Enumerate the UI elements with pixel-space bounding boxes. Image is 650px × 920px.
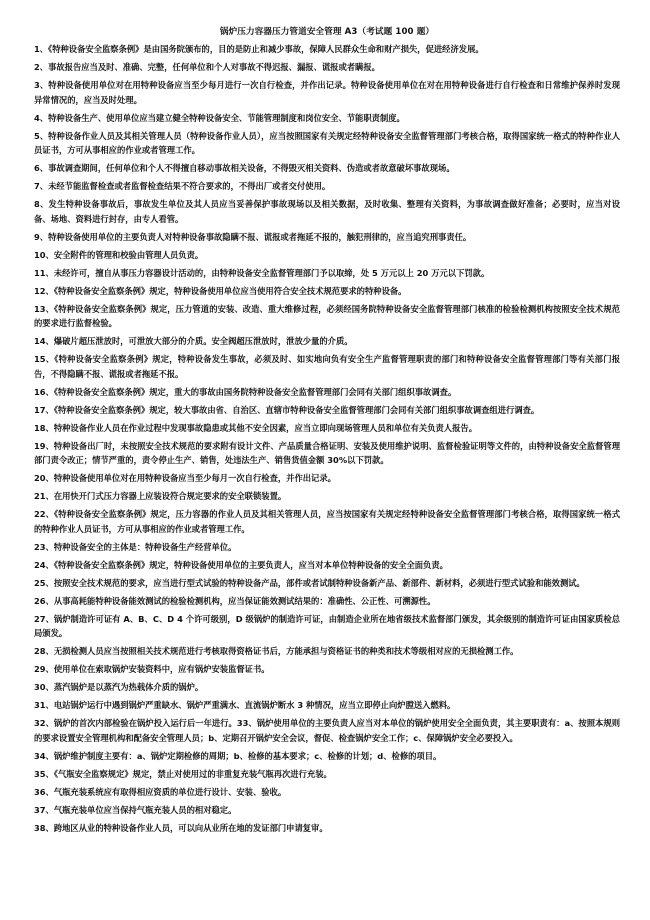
- question-list: [34, 42, 620, 835]
- question-item: 16、《特种设备安全监察条例》规定，重大的事故由国务院特种设备安全监督管理部门会同有关部门组织事故调查。: [34, 386, 457, 397]
- question-item: 34、锅炉维护制度主要有：a、锅炉定期检修的周期；b、检修的基本要求；c、检修的计划；d、检修的项目。: [34, 750, 442, 761]
- question-item: 7、未经节能监督检查或者监督检查结果不符合要求的，不得出厂或者交付使用。: [34, 181, 331, 192]
- question-item: 37、气瓶充装单位应当保持气瓶充装人员的相对稳定。: [34, 804, 237, 815]
- question-item: 10、安全附件的管理和校验由管理人员负责。: [34, 249, 204, 260]
- question-item: 12、《特种设备安全监察条例》规定，特种设备使用单位应当使用符合安全技术规范要求的特种设备。: [34, 285, 407, 296]
- question-item: 4、特种设备生产、使用单位应当建立健全特种设备安全、节能管理制度和岗位安全、节能职责制度。: [34, 112, 405, 123]
- question-item: 32、锅炉的首次内部检验在锅炉投入运行后一年进行。33、锅炉使用单位的主要负责人应当对本单位的锅炉使用安全全面负责，其主要职责有：a、按照本规则的要求设置安全管理机构和配备安全管理人员；b、定期召开锅炉安全会议，督促、检查锅炉安全工作；c、保障锅炉安全必要投入。: [34, 718, 620, 743]
- question-item: 17、《特种设备安全监察条例》规定，较大事故由省、自治区、直辖市特种设备安全监督管理部门会同有关部门组织事故调查组进行调查。: [34, 404, 540, 415]
- question-item: 11、未经许可，擅自从事压力容器设计活动的，由特种设备安全监督管理部门予以取缔，处 5 万元以上 20 万元以下罚款。: [34, 267, 490, 278]
- question-item: 2、事故报告应当及时、准确、完整，任何单位和个人对事故不得迟报、漏报、谎报或者瞒报。: [34, 61, 380, 72]
- question-item: 8、发生特种设备事故后，事故发生单位及其人员应当妥善保护事故现场以及相关数据，及时收集、整理有关资料，为事故调查做好准备；必要时，应当对设备、场地、资料进行封存，由专人看管。: [34, 199, 620, 224]
- question-item: 18、特种设备作业人员在作业过程中发现事故隐患或其他不安全因素，应当立即向现场管理人员和单位有关负责人报告。: [34, 422, 477, 433]
- question-item: 35、《气瓶安全监察规定》规定，禁止对使用过的非重复充装气瓶再次进行充装。: [34, 768, 332, 779]
- question-item: 36、气瓶充装系统应有取得相应资质的单位进行设计、安装、验收。: [34, 786, 287, 797]
- question-item: 26、从事高耗能特种设备能效测试的检验检测机构，应当保证能效测试结果的：准确性、公正性、可溯源性。: [34, 595, 436, 606]
- question-item: 20、特种设备使用单位对在用特种设备应当至少每月一次自行检查，并作出记录。: [34, 473, 336, 484]
- question-item: 27、锅炉制造许可证有 A、B、C、D 4 个许可级别，D 级锅炉的制造许可证，由制造企业所在地省级技术监督部门颁发，其余级别的制造许可证由国家质检总局颁发。: [34, 613, 620, 639]
- question-item: 28、无损检测人员应当按照相关技术规范进行考核取得资格证书后，方能承担与资格证书的种类和技术等级相对应的无损检测工作。: [34, 646, 519, 657]
- question-item: 38、跨地区从业的特种设备作业人员，可以向从业所在地的发证部门申请复审。: [34, 822, 328, 833]
- question-item: 6、事故调查期间，任何单位和个人不得擅自移动事故相关设备，不得毁灭相关资料、伪造或者故意破坏事故现场。: [34, 163, 455, 174]
- question-item: 3、特种设备使用单位对在用特种设备应当至少每月进行一次自行检查，并作出记录。特种设备使用单位在对在用特种设备进行自行检查和日常维护保养时发现异常情况的，应当及时处理。: [34, 79, 620, 105]
- question-item: 24、《特种设备安全监察条例》规定，特种设备使用单位的主要负责人，应当对本单位特种设备的安全全面负责。: [34, 559, 448, 570]
- question-item: 30、蒸汽锅炉是以蒸汽为热载体介质的锅炉。: [34, 682, 204, 693]
- question-item: 23、特种设备安全的主体是：特种设备生产经营单位。: [34, 541, 237, 552]
- document-title: 锅炉压力容器压力管道安全管理 A3（考试题 100 题）: [219, 27, 435, 37]
- question-item: 9、特种设备使用单位的主要负责人对特种设备事故隐瞒不报、谎报或者拖延不报的，触犯刑律的，应当追究刑事责任。: [34, 231, 472, 242]
- question-item: 13、《特种设备安全监察条例》规定，压力管道的安装、改造、重大维修过程，必须经国务院特种设备安全监督管理部门核准的检验检测机构按照安全技术规范的要求进行监督检验。: [34, 303, 620, 329]
- question-item: 29、使用单位在索取锅炉安装资料中，应有锅炉安装监督证书。: [34, 664, 270, 675]
- question-item: 25、按照安全技术规范的要求，应当进行型式试验的特种设备产品，部件或者试制特种设备新产品、新部件、新材料，必须进行型式试验和能效测试。: [34, 577, 585, 588]
- question-item: 5、特种设备作业人员及其相关管理人员（特种设备作业人员），应当按照国家有关规定经特种设备安全监督管理部门考核合格，取得国家统一格式的特种作业人员证书，方可从事相应的作业或者管理工作。: [34, 130, 620, 156]
- question-item: 21、在用快开门式压力容器上应装设符合规定要求的安全联锁装置。: [34, 491, 287, 502]
- question-item: 1、《特种设备安全监察条例》是由国务院颁布的，目的是防止和减少事故，保障人民群众生命和财产损失，促进经济发展。: [34, 44, 484, 54]
- question-item: 19、特种设备出厂时，未按照安全技术规范的要求附有设计文件、产品质量合格证明、安装及使用维护说明、监督检验证明等文件的，由特种设备安全监督管理部门责令改正；情节严重的，责令停止生产、销售，处违法生产、销售货值金额 30%以下罚款。: [34, 440, 620, 466]
- question-item: 15、《特种设备安全监察条例》规定，特种设备发生事故，必须及时、如实地向负有安全生产监督管理职责的部门和特种设备安全监督管理部门等有关部门报告，不得隐瞒不报、谎报或者拖延不报。: [34, 354, 620, 379]
- question-item: 22、《特种设备安全监察条例》规定，压力容器的作业人员及其相关管理人员，应当按国家有关规定经特种设备安全监督管理部门考核合格，取得国家统一格式的特种作业人员证书，方可从事相应的作业或者管理工作。: [34, 509, 620, 534]
- question-item: 14、爆破片超压泄放时，可泄放大部分的介质。安全阀超压泄放时，泄放少量的介质。: [34, 336, 353, 347]
- question-item: 31、电站锅炉运行中遇到锅炉严重缺水、锅炉严重满水、直流锅炉断水 3 种情况，应当立即停止向炉膛送入燃料。: [34, 700, 456, 711]
